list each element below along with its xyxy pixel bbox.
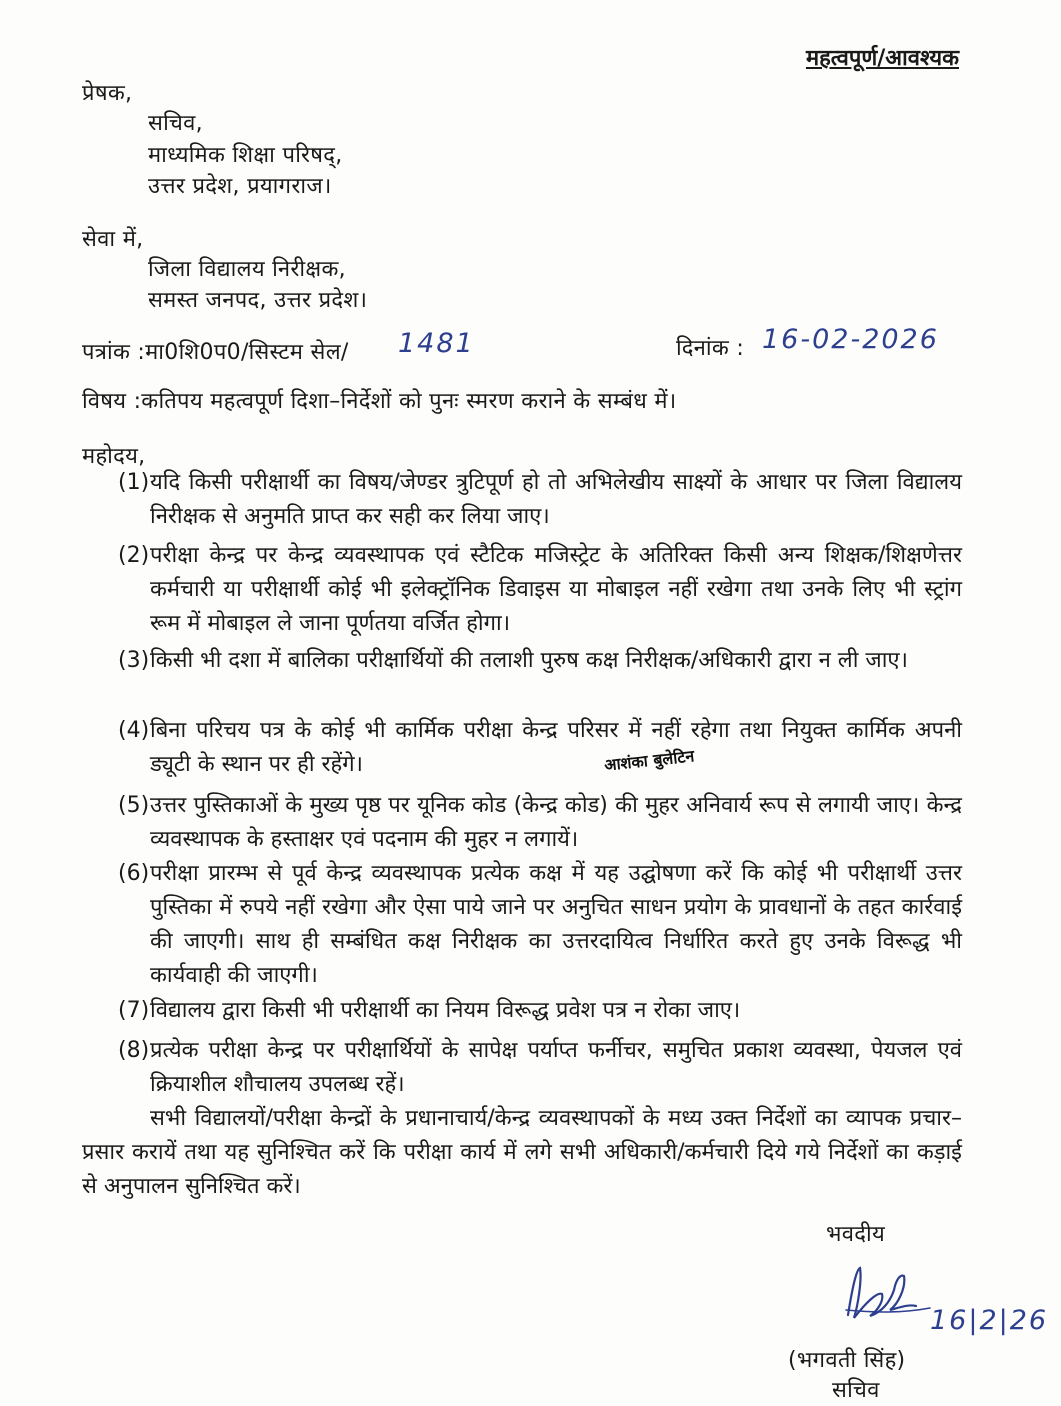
sender-line: सचिव, — [148, 111, 203, 136]
sender-label: प्रेषक, — [82, 81, 133, 106]
recipient-line: जिला विद्यालय निरीक्षक, — [148, 257, 346, 282]
sender-line: माध्यमिक शिक्षा परिषद्, — [148, 143, 343, 168]
point-number: (8) — [118, 1038, 150, 1063]
point-text: परीक्षा केन्द्र पर केन्द्र व्यवस्थापक एवं स्टैटिक मजिस्ट्रेट के अतिरिक्त किसी अन्य शिक्षक/शिक्षणेत्तर कर्मचारी या परीक्षार्थी कोई भी इलेक्ट्रॉनिक डिवाइस या मोबाइल नहीं रखेगा तथा उनके लिए भी स्ट्रांग रूम में मोबाइल ले जाना पूर्णतया वर्जित होगा। — [150, 543, 962, 636]
signature-date: 16|2|26 — [930, 1305, 1049, 1336]
point-number: (1) — [118, 470, 150, 495]
handwritten-signature — [838, 1260, 938, 1330]
point-text: परीक्षा प्रारम्भ से पूर्व केन्द्र व्यवस्थापक प्रत्येक कक्ष में यह उद्घोषणा करें कि कोई भी परीक्षार्थी उत्तर पुस्तिका में रुपये नहीं रखेगा और ऐसा पाये जाने पर अनुचित साधन प्रयोग के प्रावधानों के तहत कार्रवाई की जाएगी। साथ ही सम्बंधित कक्ष निरीक्षक का उत्तरदायित्व निर्धारित करते हुए उनके विरूद्ध भी कार्यवाही की जाएगी। — [150, 861, 962, 988]
letter-date: 16-02-2026 — [762, 324, 939, 355]
point-number: (5) — [118, 793, 150, 818]
subject-line: विषय :कतिपय महत्वपूर्ण दिशा–निर्देशों को पुनः स्मरण कराने के सम्बंध में। — [82, 389, 677, 414]
watermark-text: आशंका बुलेटिन — [603, 746, 696, 775]
point-number: (3) — [118, 648, 150, 673]
point-number: (6) — [118, 861, 150, 886]
signatory-name: (भगवती सिंह) — [788, 1348, 906, 1373]
sender-line: उत्तर प्रदेश, प्रयागराज। — [148, 174, 332, 199]
point-text: उत्तर पुस्तिकाओं के मुख्य पृष्ठ पर यूनिक कोड (केन्द्र कोड) की मुहर अनिवार्य रूप से लगायी जाए। केन्द्र व्यवस्थापक के हस्ताक्षर एवं पदनाम की मुहर न लगायें। — [150, 793, 962, 852]
recipient-line: समस्त जनपद, उत्तर प्रदेश। — [148, 288, 368, 313]
priority-label: महत्वपूर्ण/आवश्यक — [805, 46, 959, 71]
date-label: दिनांक : — [676, 336, 745, 361]
point-number: (2) — [118, 543, 150, 568]
point-text: विद्यालय द्वारा किसी भी परीक्षार्थी का नियम विरूद्ध प्रवेश पत्र न रोका जाए। — [150, 998, 741, 1023]
recipient-label: सेवा में, — [82, 227, 144, 252]
point-text: बिना परिचय पत्र के कोई भी कार्मिक परीक्षा केन्द्र परिसर में नहीं रहेगा तथा नियुक्त कार्मिक अपनी ड्यूटी के स्थान पर ही रहेंगे। — [150, 718, 962, 777]
closing-paragraph: सभी विद्यालयों/परीक्षा केन्द्रों के प्रधानाचार्य/केन्द्र व्यवस्थापकों के मध्य उक्त निर्देशों का व्यापक प्रचार–प्रसार करायें तथा यह सुनिश्चित करें कि परीक्षा कार्य में लगे सभी अधिकारी/कर्मचारी दिये गये निर्देशों का कड़ाई से अनुपालन सुनिश्चित करें। — [82, 1106, 962, 1199]
reference-number: 1481 — [398, 328, 475, 359]
point-number: (4) — [118, 718, 150, 743]
point-text: किसी भी दशा में बालिका परीक्षार्थियों की तलाशी पुरुष कक्ष निरीक्षक/अधिकारी द्वारा न ली जाए। — [150, 648, 908, 673]
salutation: महोदय, — [82, 444, 146, 469]
signatory-title: सचिव — [832, 1378, 880, 1403]
closing-word: भवदीय — [826, 1222, 886, 1247]
reference-prefix: पत्रांक :मा0शि0प0/सिस्टम सेल/ — [82, 340, 349, 365]
point-text: यदि किसी परीक्षार्थी का विषय/जेण्डर त्रुटिपूर्ण हो तो अभिलेखीय साक्ष्यों के आधार पर जिला विद्यालय निरीक्षक से अनुमति प्राप्त कर सही कर लिया जाए। — [150, 470, 962, 529]
point-text: प्रत्येक परीक्षा केन्द्र पर परीक्षार्थियों के सापेक्ष पर्याप्त फर्नीचर, समुचित प्रकाश व्यवस्था, पेयजल एवं क्रियाशील शौचालय उपलब्ध रहें। — [150, 1038, 962, 1097]
point-number: (7) — [118, 998, 150, 1023]
